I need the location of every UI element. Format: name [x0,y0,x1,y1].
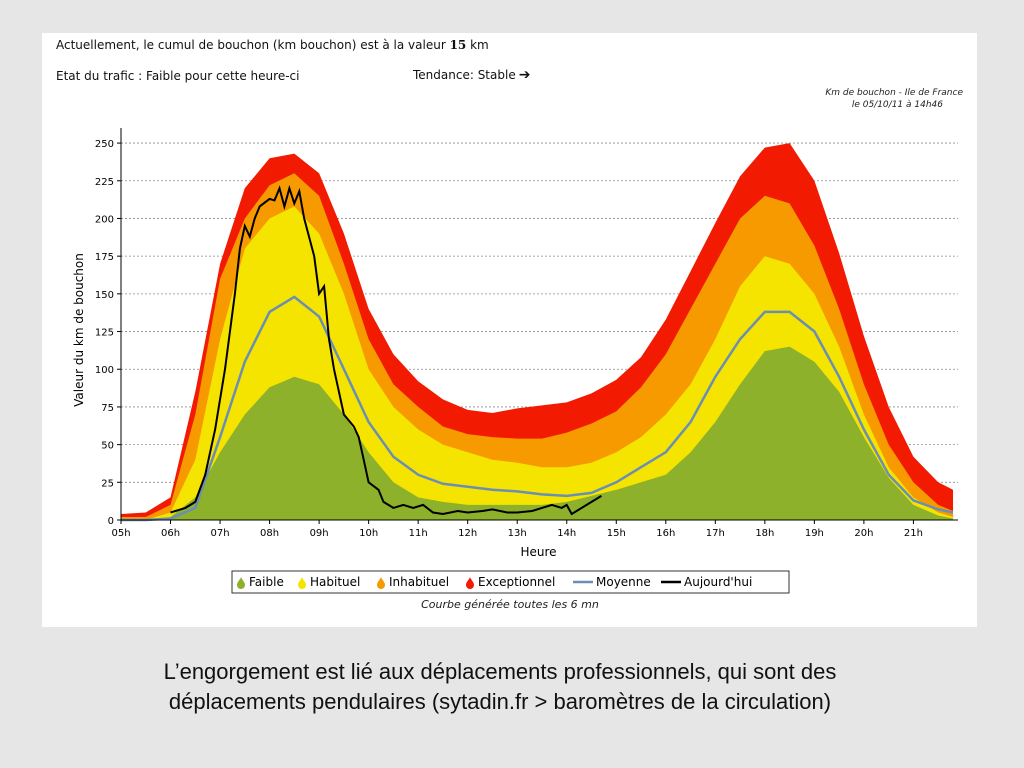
y-tick-label: 50 [101,440,114,452]
x-tick-label: 20h [854,528,874,539]
x-tick-label: 07h [210,528,230,539]
trend-text: Tendance: Stable ➔ [413,67,531,83]
y-tick-label: 175 [94,252,114,264]
y-tick-label: 225 [94,176,114,188]
y-tick-label: 150 [94,289,114,301]
x-tick-label: 05h [111,528,131,539]
arrow-right-icon: ➔ [518,67,531,83]
y-tick-label: 100 [94,365,114,377]
y-tick-label: 200 [94,214,114,226]
legend-label: Habituel [310,575,361,589]
legend-label: Aujourd'hui [684,575,753,589]
x-tick-label: 19h [804,528,824,539]
chart-footnote: Courbe générée toutes les 6 mn [421,598,599,611]
x-tick-label: 09h [309,528,329,539]
chart-note-title: Km de bouchon - Ile de France [825,88,963,98]
x-tick-label: 10h [359,528,379,539]
x-tick-label: 18h [755,528,775,539]
x-axis-title: Heure [520,545,557,559]
y-tick-label: 75 [101,402,114,414]
caption-line-2: déplacements pendulaires (sytadin.fr > baromètres de la circulation) [168,689,832,714]
x-tick-label: 16h [656,528,676,539]
x-tick-label: 12h [458,528,478,539]
x-tick-label: 21h [903,528,923,539]
x-tick-label: 17h [705,528,725,539]
chart-note-date: le 05/10/11 à 14h46 [851,100,943,110]
legend-label: Moyenne [596,575,651,589]
current-value-text: Actuellement, le cumul de bouchon (km bouchon) est à la valeur 15 km [56,38,489,52]
current-value: 15 [449,38,467,52]
legend-label: Exceptionnel [478,575,556,589]
y-tick-label: 0 [107,516,114,527]
y-tick-label: 125 [94,327,114,339]
legend-label: Inhabituel [389,575,450,589]
y-tick-label: 25 [101,478,114,490]
slide-caption [30,657,970,717]
y-axis-title: Valeur du km de bouchon [72,253,86,407]
x-tick-label: 06h [160,528,181,539]
x-tick-label: 14h [557,528,577,539]
y-tick-label: 250 [94,139,114,151]
caption-line-1: L’engorgement est lié aux déplacements professionnels, qui sont des [163,659,837,684]
x-tick-label: 08h [260,528,280,539]
legend-label: Faible [249,575,284,589]
x-tick-label: 11h [408,528,428,539]
traffic-state-text: Etat du trafic : Faible pour cette heure-ci [56,69,300,83]
x-tick-label: 15h [606,528,626,539]
x-tick-label: 13h [507,528,527,539]
